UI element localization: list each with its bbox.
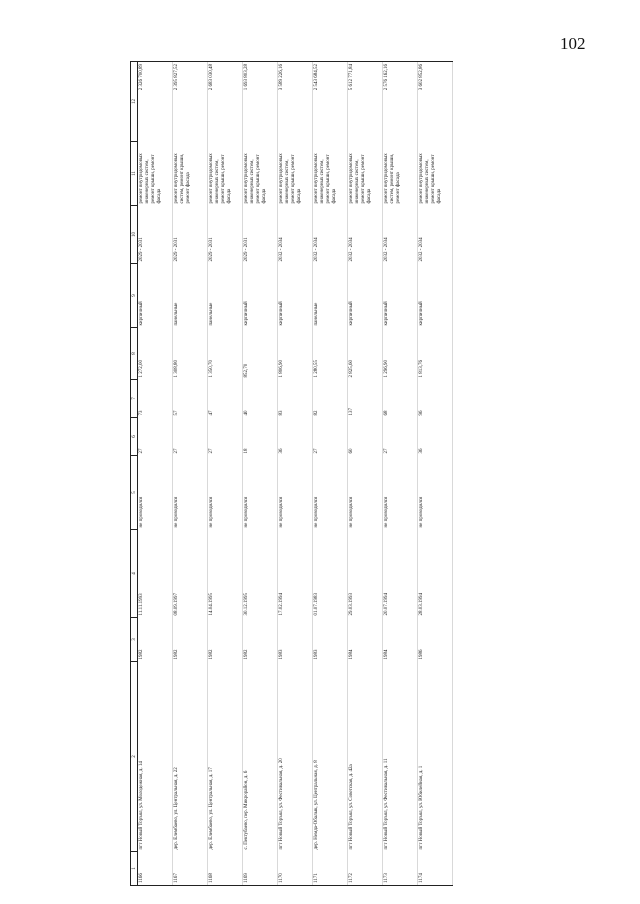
cell-date: 29.03.1993 [349, 593, 354, 616]
col-num-9: 9 [131, 264, 138, 328]
cell-area: 852,70 [244, 363, 249, 378]
cell-count: 82 [314, 410, 319, 416]
cell-works: ремонт внутридомовых инженерных систем, ремонт крыши, ремонт фасада [419, 153, 442, 204]
col-num-4: 4 [131, 530, 138, 618]
cell-address: пгт Новый Торъял, ул. Фестивальная, д. 11 [384, 758, 389, 850]
cell-address: дер. Елембаево, ул. Центральная, д. 22 [174, 767, 179, 850]
cell-cost: 2 326 700,89 [138, 62, 173, 142]
cell-repair-status: не проводился [314, 496, 319, 528]
cell-floors: 18 [244, 448, 249, 454]
cell-repair-status: не проводился [174, 496, 179, 528]
cell-area: 1 272,00 [139, 360, 144, 378]
cell-build-year: 1982 [244, 649, 249, 660]
cell-area: 1 296,90 [384, 360, 389, 378]
cell-floors: 27 [209, 448, 214, 454]
table-body [138, 62, 453, 886]
cell-repair-status: не проводился [244, 496, 249, 528]
cell-address: пгт Новый Торъял, ул. Фестивальная, д. 20 [279, 758, 284, 850]
cell-period: 2029 - 2031 [174, 237, 179, 262]
page-number: 102 [560, 34, 586, 53]
cell-build-year: 1986 [419, 649, 424, 660]
table-row [278, 62, 313, 886]
cell-works: ремонт внутридомовых инженерных систем, ремонт крыши, ремонт фасада [244, 153, 267, 204]
cell-build-year: 1982 [209, 649, 214, 660]
cell-row-number: 1172 [348, 852, 383, 886]
cell-works: ремонт внутридомовых инженерных систем, ремонт крыши, ремонт фасада [349, 153, 372, 204]
column-number-row [131, 62, 138, 886]
cell-period: 2032 - 2034 [279, 237, 284, 262]
col-num-5: 5 [131, 456, 138, 530]
cell-wall-material: панельные [209, 302, 214, 326]
cell-wall-material: кирпичный [419, 301, 424, 326]
cell-row-number: 1168 [208, 852, 243, 886]
cell-address: с. Пектубаево, пер. Микрорайон, д. 6 [244, 770, 249, 850]
cell-count: 47 [209, 410, 214, 416]
cell-count: 83 [279, 410, 284, 416]
table-row [313, 62, 348, 886]
cell-wall-material: кирпичный [139, 301, 144, 326]
cell-build-year: 1982 [174, 649, 179, 660]
cell-cost: 3 589 226,16 [278, 62, 313, 142]
cell-period: 2032 - 2034 [349, 237, 354, 262]
cell-floors: 27 [174, 448, 179, 454]
cell-floors: 60 [349, 448, 354, 454]
cell-works: ремонт внутридомовых систем, ремонт крыши, ремонт фасада [174, 153, 191, 204]
cell-row-number: 1174 [418, 852, 453, 886]
col-num-8: 8 [131, 328, 138, 380]
housing-repair-table [130, 61, 453, 886]
cell-works: ремонт внутридомовых инженерных систем, ремонт крыши, ремонт фасада [209, 153, 232, 204]
cell-date: 30.12.1995 [244, 593, 249, 616]
cell-address: дер. Немда-Обалык, ул. Центральная, д. 8 [314, 760, 319, 850]
cell-period: 2032 - 2034 [384, 237, 389, 262]
table-row [418, 62, 453, 886]
cell-period: 2029 - 2031 [139, 237, 144, 262]
col-num-1: 1 [131, 852, 138, 886]
cell-row-number: 1166 [138, 852, 173, 886]
cell-row-number: 1171 [313, 852, 348, 886]
cell-repair-status: не проводился [349, 496, 354, 528]
cell-address: пгт Новый Торъял, ул. Молодежная, д. 14 [139, 761, 144, 850]
cell-repair-status: не проводился [279, 496, 284, 528]
col-num-10: 10 [131, 206, 138, 264]
cell-cost: 3 602 852,86 [418, 62, 453, 142]
cell-address: дер. Елембаево, ул. Центральная, д. 17 [209, 767, 214, 850]
cell-works: ремонт внутридомовых инженерных систем, ремонт крыши, ремонт фасада [314, 153, 337, 204]
cell-wall-material: кирпичный [279, 301, 284, 326]
table-row [138, 62, 173, 886]
cell-floors: 36 [279, 448, 284, 454]
cell-date: 17.02.1994 [279, 593, 284, 616]
cell-count: 73 [139, 410, 144, 416]
cell-period: 2029 - 2031 [209, 237, 214, 262]
table-row [208, 62, 243, 886]
cell-wall-material: кирпичный [384, 301, 389, 326]
cell-row-number: 1169 [243, 852, 278, 886]
cell-cost: 2 543 684,52 [313, 62, 348, 142]
cell-works: ремонт внутридомовых инженерных систем, ремонт крыши, ремонт фасада [139, 153, 162, 204]
cell-repair-status: не проводился [419, 496, 424, 528]
cell-repair-status: не проводился [139, 496, 144, 528]
cell-date: 01.07.1983 [314, 593, 319, 616]
cell-cost: 2 683 030,48 [208, 62, 243, 142]
col-num-7: 7 [131, 380, 138, 418]
table-row [348, 62, 383, 886]
cell-row-number: 1170 [278, 852, 313, 886]
cell-wall-material: кирпичный [244, 301, 249, 326]
cell-wall-material: панельные [174, 302, 179, 326]
cell-count: 96 [419, 410, 424, 416]
cell-cost: 5 612 771,84 [348, 62, 383, 142]
cell-count: 137 [349, 408, 354, 416]
cell-row-number: 1173 [383, 852, 418, 886]
cell-wall-material: панельные [314, 302, 319, 326]
col-num-2: 2 [131, 662, 138, 852]
cell-build-year: 1984 [384, 649, 389, 660]
cell-repair-status: не проводился [384, 496, 389, 528]
cell-area: 2 825,60 [349, 360, 354, 378]
cell-period: 2032 - 2034 [314, 237, 319, 262]
table-row [243, 62, 278, 886]
cell-works: ремонт внутридомовых систем, ремонт крыши, ремонт фасада [384, 153, 401, 204]
cell-address: пгт Новый Торъял, ул. Юбилейная, д. 1 [419, 765, 424, 850]
cell-build-year: 1983 [314, 649, 319, 660]
cell-build-year: 1983 [279, 649, 284, 660]
cell-repair-status: не проводился [209, 496, 214, 528]
cell-area: 1 280,55 [314, 360, 319, 378]
cell-area: 1 350,70 [209, 360, 214, 378]
cell-area: 1 813,76 [419, 360, 424, 378]
cell-floors: 27 [384, 448, 389, 454]
cell-period: 2029 - 2031 [244, 237, 249, 262]
cell-date: 28.03.1994 [419, 593, 424, 616]
rotated-table-sheet [130, 62, 530, 886]
cell-floors: 27 [314, 448, 319, 454]
cell-address: пгт Новый Торъял, ул. Советская, д. 42а [349, 764, 354, 850]
cell-floors: 36 [419, 448, 424, 454]
cell-count: 68 [384, 410, 389, 416]
col-num-3: 3 [131, 618, 138, 662]
cell-date: 08.09.1997 [174, 593, 179, 616]
cell-row-number: 1167 [173, 852, 208, 886]
cell-date: 11.11.1993 [139, 593, 144, 616]
cell-count: 57 [174, 410, 179, 416]
cell-count: 40 [244, 410, 249, 416]
cell-cost: 2 576 162,16 [383, 62, 418, 142]
cell-works: ремонт внутридомовых инженерных систем, ремонт крыши, ремонт фасада [279, 153, 302, 204]
cell-build-year: 1982 [139, 649, 144, 660]
cell-floors: 27 [139, 448, 144, 454]
cell-period: 2032 - 2034 [419, 237, 424, 262]
col-num-6: 6 [131, 418, 138, 456]
table-row [173, 62, 208, 886]
cell-wall-material: кирпичный [349, 301, 354, 326]
cell-build-year: 1984 [349, 649, 354, 660]
cell-area: 1 806,90 [279, 360, 284, 378]
cell-cost: 2 395 827,52 [173, 62, 208, 142]
col-num-12: 12 [131, 62, 138, 142]
cell-date: 20.07.1994 [384, 593, 389, 616]
col-num-11: 11 [131, 142, 138, 206]
cell-date: 14.04.1995 [209, 593, 214, 616]
table-row [383, 62, 418, 886]
cell-cost: 1 693 803,28 [243, 62, 278, 142]
cell-area: 1 308,80 [174, 360, 179, 378]
